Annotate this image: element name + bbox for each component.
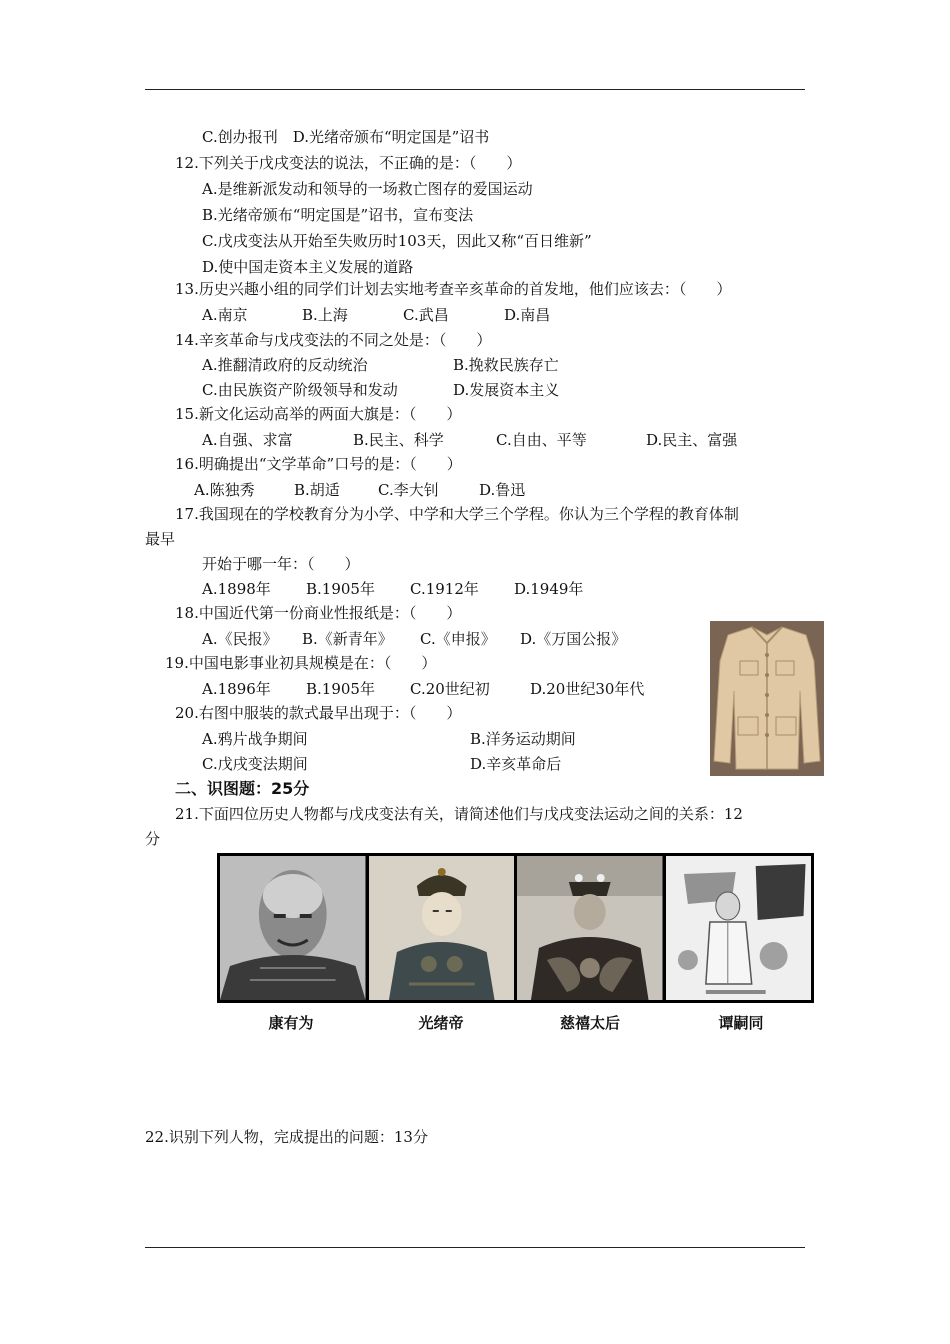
q12-option-a: A.是维新派发动和领导的一场救亡图存的爱国运动	[202, 180, 533, 198]
q19-option-c: C.20世纪初	[410, 680, 490, 698]
q17-option-b: B.1905年	[306, 580, 375, 598]
q22-stem: 22.识别下列人物，完成提出的问题：13分	[145, 1128, 428, 1146]
q14-option-a: A.推翻清政府的反动统治	[202, 356, 368, 374]
q13-option-a: A.南京	[202, 306, 248, 324]
guangxu-emperor-portrait	[369, 856, 515, 1000]
q20-option-d: D.辛亥革命后	[470, 755, 562, 773]
zhongshan-suit-photo	[710, 621, 824, 776]
q14-option-c: C.由民族资产阶级领导和发动	[202, 381, 398, 399]
q20-option-c: C.戊戌变法期间	[202, 755, 308, 773]
q18-option-b: B.《新青年》	[302, 630, 393, 648]
footer-rule	[145, 1247, 805, 1248]
q17-option-a: A.1898年	[202, 580, 271, 598]
q15-option-c: C.自由、平等	[496, 431, 587, 449]
q20-stem: 20.右图中服装的款式最早出现于：（ ）	[175, 704, 462, 722]
q19-stem: 19.中国电影事业初具规模是在：（ ）	[165, 654, 437, 672]
tan-sitong-portrait	[666, 856, 812, 1000]
q14-stem: 14.辛亥革命与戊戌变法的不同之处是：（ ）	[175, 331, 492, 349]
q18-option-c: C.《申报》	[420, 630, 496, 648]
historical-figures-photo-strip	[217, 853, 814, 1003]
q11-options-tail: C.创办报刊 D.光绪帝颁布“明定国是”诏书	[202, 128, 490, 146]
q20-option-b: B.洋务运动期间	[470, 730, 576, 748]
q16-option-a: A.陈独秀	[194, 481, 255, 499]
q12-option-d: D.使中国走资本主义发展的道路	[202, 258, 414, 276]
q13-stem: 13.历史兴趣小组的同学们计划去实地考查辛亥革命的首发地，他们应该去：（ ）	[175, 280, 732, 298]
q13-option-d: D.南昌	[504, 306, 551, 324]
q18-option-a: A.《民报》	[202, 630, 278, 648]
q17-option-c: C.1912年	[410, 580, 479, 598]
q15-option-b: B.民主、科学	[353, 431, 444, 449]
caption-tan-sitong: 谭嗣同	[718, 1014, 764, 1032]
caption-guangxu: 光绪帝	[418, 1014, 464, 1032]
q17-stem-line3: 开始于哪一年：（ ）	[202, 555, 360, 573]
q15-option-d: D.民主、富强	[646, 431, 738, 449]
q14-option-b: B.挽救民族存亡	[453, 356, 559, 374]
section-2-heading: 二、识图题：25分	[175, 779, 310, 798]
q18-option-d: D.《万国公报》	[520, 630, 627, 648]
empress-dowager-cixi-portrait	[517, 856, 663, 1000]
q17-option-d: D.1949年	[514, 580, 584, 598]
q19-option-a: A.1896年	[202, 680, 271, 698]
q17-stem-line1: 17.我国现在的学校教育分为小学、中学和大学三个学程。你认为三个学程的教育体制	[175, 505, 739, 523]
q21-stem-line1: 21.下面四位历史人物都与戊戌变法有关，请简述他们与戊戌变法运动之间的关系：12	[175, 805, 743, 823]
q12-stem: 12.下列关于戊戌变法的说法，不正确的是：（ ）	[175, 154, 522, 172]
q13-option-c: C.武昌	[403, 306, 449, 324]
q19-option-b: B.1905年	[306, 680, 375, 698]
q16-stem: 16.明确提出“文学革命”口号的是：（ ）	[175, 455, 462, 473]
q15-stem: 15.新文化运动高举的两面大旗是：（ ）	[175, 405, 462, 423]
kang-youwei-portrait	[220, 856, 366, 1000]
q20-option-a: A.鸦片战争期间	[202, 730, 308, 748]
caption-kang-youwei: 康有为	[268, 1014, 314, 1032]
q17-stem-line2: 最早	[145, 530, 176, 548]
q15-option-a: A.自强、求富	[202, 431, 293, 449]
q13-option-b: B.上海	[302, 306, 348, 324]
q18-stem: 18.中国近代第一份商业性报纸是：（ ）	[175, 604, 462, 622]
q12-option-b: B.光绪帝颁布“明定国是”诏书，宣布变法	[202, 206, 474, 224]
jacket-icon	[710, 621, 824, 776]
q16-option-b: B.胡适	[294, 481, 340, 499]
q16-option-c: C.李大钊	[378, 481, 439, 499]
header-rule	[145, 89, 805, 90]
q21-stem-line2: 分	[145, 830, 161, 848]
q14-option-d: D.发展资本主义	[453, 381, 560, 399]
q16-option-d: D.鲁迅	[479, 481, 526, 499]
caption-cixi: 慈禧太后	[559, 1014, 620, 1032]
q19-option-d: D.20世纪30年代	[530, 680, 645, 698]
q12-option-c: C.戊戌变法从开始至失败历时103天，因此又称“百日维新”	[202, 232, 592, 250]
